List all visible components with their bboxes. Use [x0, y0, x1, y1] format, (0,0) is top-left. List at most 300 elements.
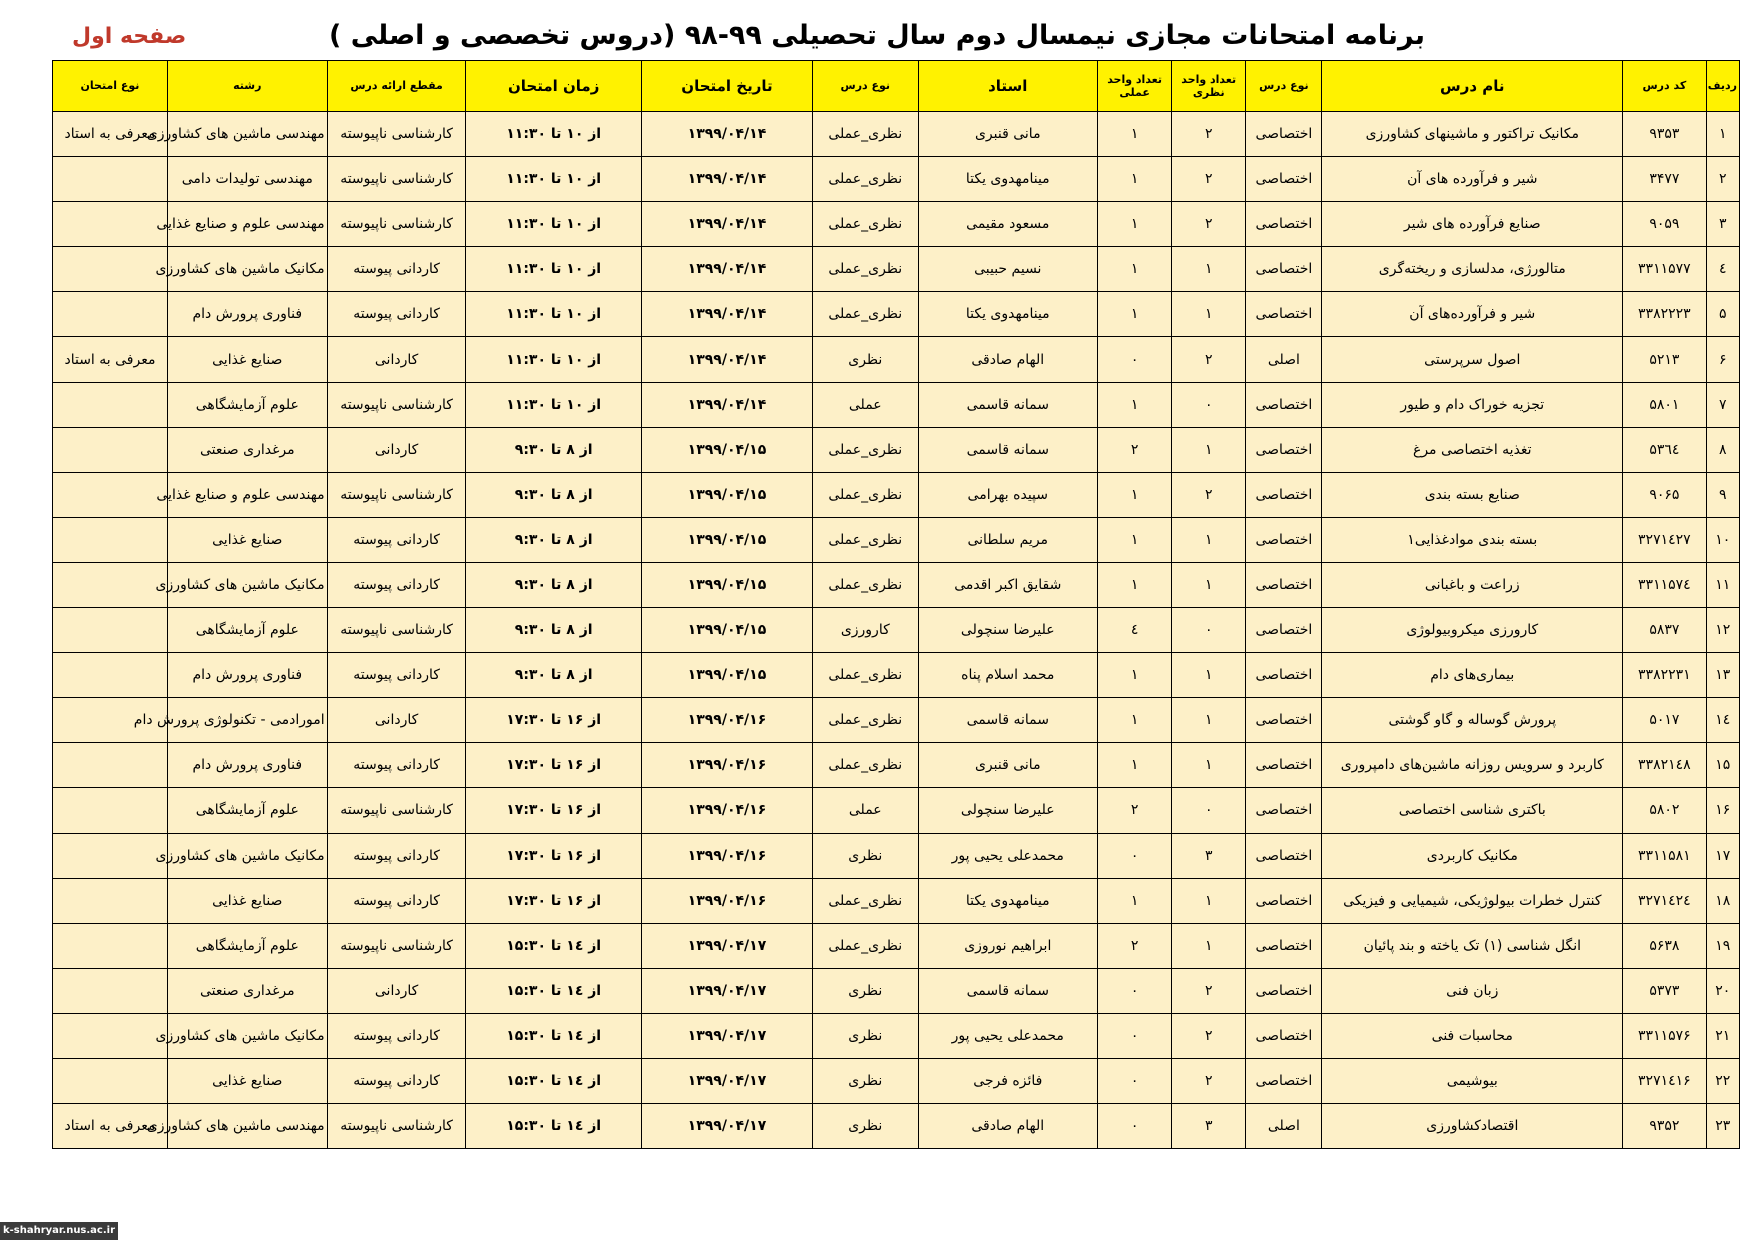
cell-exam-date: ۱۳۹۹/۰۴/۱۴	[641, 292, 812, 337]
cell-level: کارشناسی ناپیوسته	[327, 112, 466, 157]
cell-theory-units: ۲	[1172, 157, 1246, 202]
cell-type: اختصاصی	[1246, 472, 1322, 517]
cell-code: ۹۰۵۹	[1623, 202, 1707, 247]
cell-index: ۱۹	[1706, 923, 1739, 968]
table-row	[53, 157, 1740, 202]
cell-exam-type: معرفی به استاد	[53, 337, 168, 382]
cell-course-type: نظری	[813, 1104, 918, 1149]
cell-field: مکانیک ماشین های کشاورزی	[167, 833, 327, 878]
cell-course-name: متالورژی، مدلسازی و ریخته‌گری	[1322, 247, 1623, 292]
cell-exam-time: از ۸ تا ۹:۳۰	[466, 562, 641, 607]
cell-teacher: سپیده بهرامی	[918, 472, 1098, 517]
cell-exam-time: از ۸ تا ۹:۳۰	[466, 472, 641, 517]
cell-theory-units: ۲	[1172, 968, 1246, 1013]
cell-level: کارشناسی ناپیوسته	[327, 923, 466, 968]
cell-exam-type	[53, 788, 168, 833]
cell-code: ۳۳۱۱۵۷٤	[1623, 562, 1707, 607]
cell-course-name: صنایع بسته بندی	[1322, 472, 1623, 517]
cell-exam-date: ۱۳۹۹/۰۴/۱۴	[641, 202, 812, 247]
cell-exam-time: از ۱۰ تا ۱۱:۳۰	[466, 382, 641, 427]
cell-index: ۶	[1706, 337, 1739, 382]
cell-exam-date: ۱۳۹۹/۰۴/۱۷	[641, 1104, 812, 1149]
cell-field: مکانیک ماشین های کشاورزی	[167, 1013, 327, 1058]
cell-field: علوم آزمایشگاهی	[167, 608, 327, 653]
cell-level: کارشناسی ناپیوسته	[327, 472, 466, 517]
table-row	[53, 1104, 1740, 1149]
cell-theory-units: ۳	[1172, 1104, 1246, 1149]
cell-theory-units: ۱	[1172, 698, 1246, 743]
cell-code: ۳۳۱۱۵۷۷	[1623, 247, 1707, 292]
cell-level: کاردانی پیوسته	[327, 562, 466, 607]
cell-teacher: علیرضا سنچولی	[918, 608, 1098, 653]
cell-exam-date: ۱۳۹۹/۰۴/۱۷	[641, 968, 812, 1013]
cell-exam-type	[53, 878, 168, 923]
cell-teacher: سمانه قاسمی	[918, 382, 1098, 427]
cell-teacher: مینامهدوی یکتا	[918, 878, 1098, 923]
cell-exam-type	[53, 968, 168, 1013]
cell-practical-units: ۲	[1098, 427, 1172, 472]
col-header-theory-units: تعداد واحد نظری	[1172, 61, 1246, 112]
cell-practical-units: ۱	[1098, 472, 1172, 517]
cell-level: کاردانی	[327, 337, 466, 382]
table-row	[53, 247, 1740, 292]
cell-theory-units: ۰	[1172, 382, 1246, 427]
cell-exam-time: از ۱۶ تا ۱۷:۳۰	[466, 743, 641, 788]
cell-exam-date: ۱۳۹۹/۰۴/۱۵	[641, 472, 812, 517]
cell-level: کارشناسی ناپیوسته	[327, 202, 466, 247]
cell-teacher: مانی قنبری	[918, 112, 1098, 157]
cell-practical-units: ۱	[1098, 112, 1172, 157]
cell-level: کاردانی پیوسته	[327, 292, 466, 337]
page-title: برنامه امتحانات مجازی نیمسال دوم سال تحصیلی ۹۹-۹۸ (دروس تخصصی و اصلی )	[329, 20, 1425, 51]
cell-course-type: نظری	[813, 1013, 918, 1058]
cell-course-name: بیوشیمی	[1322, 1058, 1623, 1103]
cell-type: اختصاصی	[1246, 247, 1322, 292]
cell-code: ۳۲۷۱٤۲۷	[1623, 517, 1707, 562]
cell-exam-date: ۱۳۹۹/۰۴/۱۶	[641, 878, 812, 923]
cell-course-type: نظری_عملی	[813, 878, 918, 923]
cell-practical-units: ۲	[1098, 788, 1172, 833]
cell-theory-units: ۱	[1172, 427, 1246, 472]
cell-teacher: مسعود مقیمی	[918, 202, 1098, 247]
cell-field: مکانیک ماشین های کشاورزی	[167, 562, 327, 607]
cell-theory-units: ۱	[1172, 743, 1246, 788]
cell-field: مرغداری صنعتی	[167, 427, 327, 472]
cell-course-name: باکتری شناسی اختصاصی	[1322, 788, 1623, 833]
cell-exam-type	[53, 1058, 168, 1103]
cell-type: اختصاصی	[1246, 788, 1322, 833]
cell-practical-units: ۱	[1098, 517, 1172, 562]
cell-code: ۳۳۱۱۵۷۶	[1623, 1013, 1707, 1058]
cell-teacher: مینامهدوی یکتا	[918, 292, 1098, 337]
cell-exam-date: ۱۳۹۹/۰۴/۱۵	[641, 608, 812, 653]
cell-field: فناوری پرورش دام	[167, 653, 327, 698]
cell-exam-type	[53, 202, 168, 247]
cell-practical-units: ۱	[1098, 202, 1172, 247]
cell-teacher: فائزه فرجی	[918, 1058, 1098, 1103]
cell-exam-type	[53, 1013, 168, 1058]
cell-practical-units: ۱	[1098, 382, 1172, 427]
table-row	[53, 1013, 1740, 1058]
cell-exam-time: از ۱۶ تا ۱۷:۳۰	[466, 833, 641, 878]
cell-exam-type: معرفی به استاد	[53, 112, 168, 157]
col-header-level: مقطع ارائه درس	[327, 61, 466, 112]
cell-exam-time: از ۸ تا ۹:۳۰	[466, 653, 641, 698]
cell-field: مکانیک ماشین های کشاورزی	[167, 247, 327, 292]
cell-type: اختصاصی	[1246, 968, 1322, 1013]
cell-exam-date: ۱۳۹۹/۰۴/۱۵	[641, 427, 812, 472]
cell-practical-units: ۱	[1098, 157, 1172, 202]
table-row	[53, 833, 1740, 878]
cell-course-type: نظری_عملی	[813, 472, 918, 517]
cell-field: علوم آزمایشگاهی	[167, 788, 327, 833]
cell-course-type: نظری	[813, 337, 918, 382]
table-row	[53, 517, 1740, 562]
cell-course-type: نظری_عملی	[813, 112, 918, 157]
cell-course-name: شیر و فرآورده‌های آن	[1322, 292, 1623, 337]
cell-course-name: کنترل خطرات بیولوژیکی، شیمیایی و فیزیکی	[1322, 878, 1623, 923]
cell-code: ۳۳۸۲۲۲۳	[1623, 292, 1707, 337]
cell-course-type: نظری	[813, 968, 918, 1013]
cell-code: ۵۲۱۳	[1623, 337, 1707, 382]
cell-practical-units: ۰	[1098, 1013, 1172, 1058]
cell-field: علوم آزمایشگاهی	[167, 382, 327, 427]
cell-course-type: نظری_عملی	[813, 743, 918, 788]
cell-exam-date: ۱۳۹۹/۰۴/۱۵	[641, 562, 812, 607]
cell-course-name: صنایع فرآورده های شیر	[1322, 202, 1623, 247]
cell-exam-time: از ۱۰ تا ۱۱:۳۰	[466, 157, 641, 202]
table-row	[53, 337, 1740, 382]
cell-level: کاردانی پیوسته	[327, 1058, 466, 1103]
cell-level: کاردانی پیوسته	[327, 517, 466, 562]
cell-field: مهندسی علوم و صنایع غذایی	[167, 202, 327, 247]
cell-field: فناوری پرورش دام	[167, 743, 327, 788]
cell-index: ۱۶	[1706, 788, 1739, 833]
cell-index: ۵	[1706, 292, 1739, 337]
cell-course-name: زراعت و باغبانی	[1322, 562, 1623, 607]
cell-course-type: نظری_عملی	[813, 157, 918, 202]
table-row	[53, 427, 1740, 472]
cell-type: اختصاصی	[1246, 202, 1322, 247]
table-row	[53, 968, 1740, 1013]
cell-exam-date: ۱۳۹۹/۰۴/۱۷	[641, 1058, 812, 1103]
cell-type: اختصاصی	[1246, 1058, 1322, 1103]
cell-type: اختصاصی	[1246, 833, 1322, 878]
col-header-time: زمان امتحان	[466, 61, 641, 112]
cell-code: ۵۸۰۲	[1623, 788, 1707, 833]
cell-practical-units: ۱	[1098, 562, 1172, 607]
col-header-field: رشته	[167, 61, 327, 112]
cell-field: مهندسی تولیدات دامی	[167, 157, 327, 202]
cell-field: صنایع غذایی	[167, 517, 327, 562]
cell-index: ۹	[1706, 472, 1739, 517]
cell-exam-type	[53, 472, 168, 517]
cell-code: ۵۶۳۸	[1623, 923, 1707, 968]
cell-course-type: نظری_عملی	[813, 562, 918, 607]
cell-course-name: اصول سرپرستی	[1322, 337, 1623, 382]
cell-theory-units: ۲	[1172, 1058, 1246, 1103]
cell-code: ۵۰۱۷	[1623, 698, 1707, 743]
cell-exam-time: از ۱٤ تا ۱۵:۳۰	[466, 1104, 641, 1149]
cell-level: کاردانی پیوسته	[327, 653, 466, 698]
cell-type: اصلی	[1246, 337, 1322, 382]
site-url-badge: k-shahryar.nus.ac.ir	[0, 1222, 118, 1240]
cell-practical-units: ۱	[1098, 247, 1172, 292]
cell-code: ۳۲۷۱٤۲٤	[1623, 878, 1707, 923]
cell-type: اختصاصی	[1246, 157, 1322, 202]
cell-exam-date: ۱۳۹۹/۰۴/۱۴	[641, 157, 812, 202]
cell-index: ۲۱	[1706, 1013, 1739, 1058]
cell-exam-type	[53, 923, 168, 968]
col-header-exam-type: نوع امتحان	[53, 61, 168, 112]
col-header-type: نوع درس	[1246, 61, 1322, 112]
table-row	[53, 112, 1740, 157]
cell-field: امورادمی - تکنولوژی پرورش دام	[167, 698, 327, 743]
cell-practical-units: ۰	[1098, 968, 1172, 1013]
cell-exam-type	[53, 562, 168, 607]
cell-course-type: نظری_عملی	[813, 923, 918, 968]
cell-field: علوم آزمایشگاهی	[167, 923, 327, 968]
cell-teacher: محمدعلی یحیی پور	[918, 833, 1098, 878]
cell-index: ۸	[1706, 427, 1739, 472]
cell-teacher: الهام صادقی	[918, 1104, 1098, 1149]
cell-exam-date: ۱۳۹۹/۰۴/۱۶	[641, 743, 812, 788]
cell-field: صنایع غذایی	[167, 337, 327, 382]
cell-exam-time: از ۱۶ تا ۱۷:۳۰	[466, 788, 641, 833]
cell-level: کارشناسی ناپیوسته	[327, 608, 466, 653]
table-row	[53, 382, 1740, 427]
cell-index: ۱	[1706, 112, 1739, 157]
cell-exam-date: ۱۳۹۹/۰۴/۱۵	[641, 653, 812, 698]
cell-course-name: محاسبات فنی	[1322, 1013, 1623, 1058]
cell-practical-units: ۲	[1098, 923, 1172, 968]
cell-exam-type: معرفی به استاد	[53, 1104, 168, 1149]
col-header-course-type: نوع درس	[813, 61, 918, 112]
cell-theory-units: ۱	[1172, 878, 1246, 923]
table-row	[53, 878, 1740, 923]
cell-teacher: شقایق اکبر اقدمی	[918, 562, 1098, 607]
cell-course-type: نظری_عملی	[813, 427, 918, 472]
table-row	[53, 608, 1740, 653]
col-header-date: تاریخ امتحان	[641, 61, 812, 112]
cell-practical-units: ۱	[1098, 878, 1172, 923]
cell-practical-units: ۰	[1098, 337, 1172, 382]
cell-field: فناوری پرورش دام	[167, 292, 327, 337]
cell-field: صنایع غذایی	[167, 878, 327, 923]
cell-course-type: نظری_عملی	[813, 202, 918, 247]
cell-index: ٤	[1706, 247, 1739, 292]
table-row	[53, 1058, 1740, 1103]
cell-code: ۹۰۶۵	[1623, 472, 1707, 517]
cell-teacher: محمدعلی یحیی پور	[918, 1013, 1098, 1058]
cell-course-name: کاربرد و سرویس روزانه ماشین‌های دامپروری	[1322, 743, 1623, 788]
cell-exam-date: ۱۳۹۹/۰۴/۱۷	[641, 1013, 812, 1058]
cell-exam-type	[53, 247, 168, 292]
cell-exam-time: از ۱٤ تا ۱۵:۳۰	[466, 923, 641, 968]
cell-exam-time: از ۱۰ تا ۱۱:۳۰	[466, 112, 641, 157]
cell-theory-units: ۱	[1172, 292, 1246, 337]
cell-code: ۹۳۵۳	[1623, 112, 1707, 157]
cell-exam-time: از ۱۰ تا ۱۱:۳۰	[466, 247, 641, 292]
cell-course-name: شیر و فرآورده های آن	[1322, 157, 1623, 202]
cell-field: صنایع غذایی	[167, 1058, 327, 1103]
col-header-practical-units: تعداد واحد عملی	[1098, 61, 1172, 112]
cell-exam-time: از ۸ تا ۹:۳۰	[466, 608, 641, 653]
table-row	[53, 653, 1740, 698]
cell-exam-date: ۱۳۹۹/۰۴/۱۴	[641, 382, 812, 427]
col-header-name: نام درس	[1322, 61, 1623, 112]
cell-code: ۳۳۸۲۱٤۸	[1623, 743, 1707, 788]
cell-exam-type	[53, 292, 168, 337]
cell-level: کاردانی	[327, 427, 466, 472]
cell-index: ۱۷	[1706, 833, 1739, 878]
cell-level: کارشناسی ناپیوسته	[327, 788, 466, 833]
cell-type: اختصاصی	[1246, 1013, 1322, 1058]
cell-theory-units: ۱	[1172, 517, 1246, 562]
cell-course-type: نظری	[813, 1058, 918, 1103]
cell-index: ۷	[1706, 382, 1739, 427]
cell-exam-time: از ۱٤ تا ۱۵:۳۰	[466, 1013, 641, 1058]
cell-exam-time: از ۱٤ تا ۱۵:۳۰	[466, 968, 641, 1013]
cell-course-name: مکانیک تراکتور و ماشینهای کشاورزی	[1322, 112, 1623, 157]
cell-exam-type	[53, 157, 168, 202]
cell-practical-units: ٤	[1098, 608, 1172, 653]
cell-index: ۲	[1706, 157, 1739, 202]
col-header-code: کد درس	[1623, 61, 1707, 112]
cell-exam-time: از ۱۶ تا ۱۷:۳۰	[466, 878, 641, 923]
cell-level: کاردانی	[327, 968, 466, 1013]
cell-course-name: اقتصادکشاورزی	[1322, 1104, 1623, 1149]
cell-course-name: انگل شناسی (۱) تک یاخته و بند پائیان	[1322, 923, 1623, 968]
cell-course-type: کارورزی	[813, 608, 918, 653]
cell-type: اختصاصی	[1246, 698, 1322, 743]
cell-course-name: تجزیه خوراک دام و طیور	[1322, 382, 1623, 427]
cell-exam-time: از ۱۰ تا ۱۱:۳۰	[466, 337, 641, 382]
cell-practical-units: ۰	[1098, 1104, 1172, 1149]
cell-type: اختصاصی	[1246, 382, 1322, 427]
table-row	[53, 202, 1740, 247]
cell-index: ۱۸	[1706, 878, 1739, 923]
cell-exam-date: ۱۳۹۹/۰۴/۱۴	[641, 337, 812, 382]
cell-theory-units: ۰	[1172, 608, 1246, 653]
cell-level: کاردانی پیوسته	[327, 1013, 466, 1058]
cell-exam-time: از ۱۰ تا ۱۱:۳۰	[466, 202, 641, 247]
cell-exam-type	[53, 517, 168, 562]
cell-type: اختصاصی	[1246, 608, 1322, 653]
cell-theory-units: ۱	[1172, 562, 1246, 607]
cell-teacher: سمانه قاسمی	[918, 427, 1098, 472]
cell-teacher: نسیم حبیبی	[918, 247, 1098, 292]
cell-course-type: نظری_عملی	[813, 517, 918, 562]
cell-level: کاردانی پیوسته	[327, 878, 466, 923]
cell-course-name: کارورزی میکروبیولوژی	[1322, 608, 1623, 653]
cell-level: کاردانی پیوسته	[327, 743, 466, 788]
cell-level: کارشناسی ناپیوسته	[327, 157, 466, 202]
cell-teacher: مینامهدوی یکتا	[918, 157, 1098, 202]
table-row	[53, 562, 1740, 607]
table-row	[53, 743, 1740, 788]
cell-teacher: علیرضا سنچولی	[918, 788, 1098, 833]
cell-level: کاردانی پیوسته	[327, 247, 466, 292]
cell-index: ۲۰	[1706, 968, 1739, 1013]
table-row	[53, 788, 1740, 833]
table-row	[53, 923, 1740, 968]
cell-exam-time: از ۸ تا ۹:۳۰	[466, 517, 641, 562]
cell-teacher: محمد اسلام پناه	[918, 653, 1098, 698]
table-header-row	[53, 61, 1740, 112]
cell-practical-units: ۱	[1098, 653, 1172, 698]
cell-course-name: بیماری‌های دام	[1322, 653, 1623, 698]
cell-code: ۵۳٦٤	[1623, 427, 1707, 472]
table-body	[53, 112, 1740, 1149]
cell-theory-units: ۲	[1172, 1013, 1246, 1058]
cell-field: مهندسی ماشین های کشاورزی	[167, 1104, 327, 1149]
cell-course-name: تغذیه اختصاصی مرغ	[1322, 427, 1623, 472]
cell-type: اختصاصی	[1246, 517, 1322, 562]
cell-course-type: عملی	[813, 788, 918, 833]
cell-course-type: نظری	[813, 833, 918, 878]
cell-code: ۳۳۱۱۵۸۱	[1623, 833, 1707, 878]
cell-exam-date: ۱۳۹۹/۰۴/۱۴	[641, 112, 812, 157]
cell-practical-units: ۱	[1098, 292, 1172, 337]
table-row	[53, 698, 1740, 743]
col-header-index: ردیف	[1706, 61, 1739, 112]
cell-index: ۳	[1706, 202, 1739, 247]
cell-course-name: پرورش گوساله و گاو گوشتی	[1322, 698, 1623, 743]
cell-exam-type	[53, 653, 168, 698]
cell-code: ۵۸۰۱	[1623, 382, 1707, 427]
cell-theory-units: ۱	[1172, 247, 1246, 292]
cell-code: ۳۲۷۱٤۱۶	[1623, 1058, 1707, 1103]
cell-teacher: ابراهیم نوروزی	[918, 923, 1098, 968]
cell-practical-units: ۰	[1098, 833, 1172, 878]
cell-theory-units: ۱	[1172, 923, 1246, 968]
cell-exam-time: از ۸ تا ۹:۳۰	[466, 427, 641, 472]
cell-exam-date: ۱۳۹۹/۰۴/۱۶	[641, 833, 812, 878]
cell-level: کاردانی پیوسته	[327, 833, 466, 878]
cell-type: اختصاصی	[1246, 292, 1322, 337]
cell-level: کاردانی	[327, 698, 466, 743]
cell-index: ۲۳	[1706, 1104, 1739, 1149]
cell-practical-units: ۱	[1098, 743, 1172, 788]
cell-exam-time: از ۱٤ تا ۱۵:۳۰	[466, 1058, 641, 1103]
cell-exam-date: ۱۳۹۹/۰۴/۱۶	[641, 788, 812, 833]
cell-course-type: نظری_عملی	[813, 247, 918, 292]
cell-field: مرغداری صنعتی	[167, 968, 327, 1013]
cell-type: اختصاصی	[1246, 562, 1322, 607]
cell-type: اختصاصی	[1246, 653, 1322, 698]
cell-theory-units: ۲	[1172, 337, 1246, 382]
cell-level: کارشناسی ناپیوسته	[327, 1104, 466, 1149]
cell-exam-type	[53, 743, 168, 788]
cell-field: مهندسی ماشین های کشاورزی	[167, 112, 327, 157]
cell-type: اصلی	[1246, 1104, 1322, 1149]
cell-theory-units: ۲	[1172, 472, 1246, 517]
cell-index: ۱۰	[1706, 517, 1739, 562]
cell-level: کارشناسی ناپیوسته	[327, 382, 466, 427]
table-row	[53, 292, 1740, 337]
cell-theory-units: ۱	[1172, 653, 1246, 698]
cell-teacher: مانی قنبری	[918, 743, 1098, 788]
cell-index: ۱۵	[1706, 743, 1739, 788]
cell-theory-units: ۳	[1172, 833, 1246, 878]
table-row	[53, 472, 1740, 517]
cell-practical-units: ۱	[1098, 698, 1172, 743]
cell-index: ۱٤	[1706, 698, 1739, 743]
cell-exam-time: از ۱۶ تا ۱۷:۳۰	[466, 698, 641, 743]
cell-code: ۳۴۷۷	[1623, 157, 1707, 202]
cell-teacher: الهام صادقی	[918, 337, 1098, 382]
